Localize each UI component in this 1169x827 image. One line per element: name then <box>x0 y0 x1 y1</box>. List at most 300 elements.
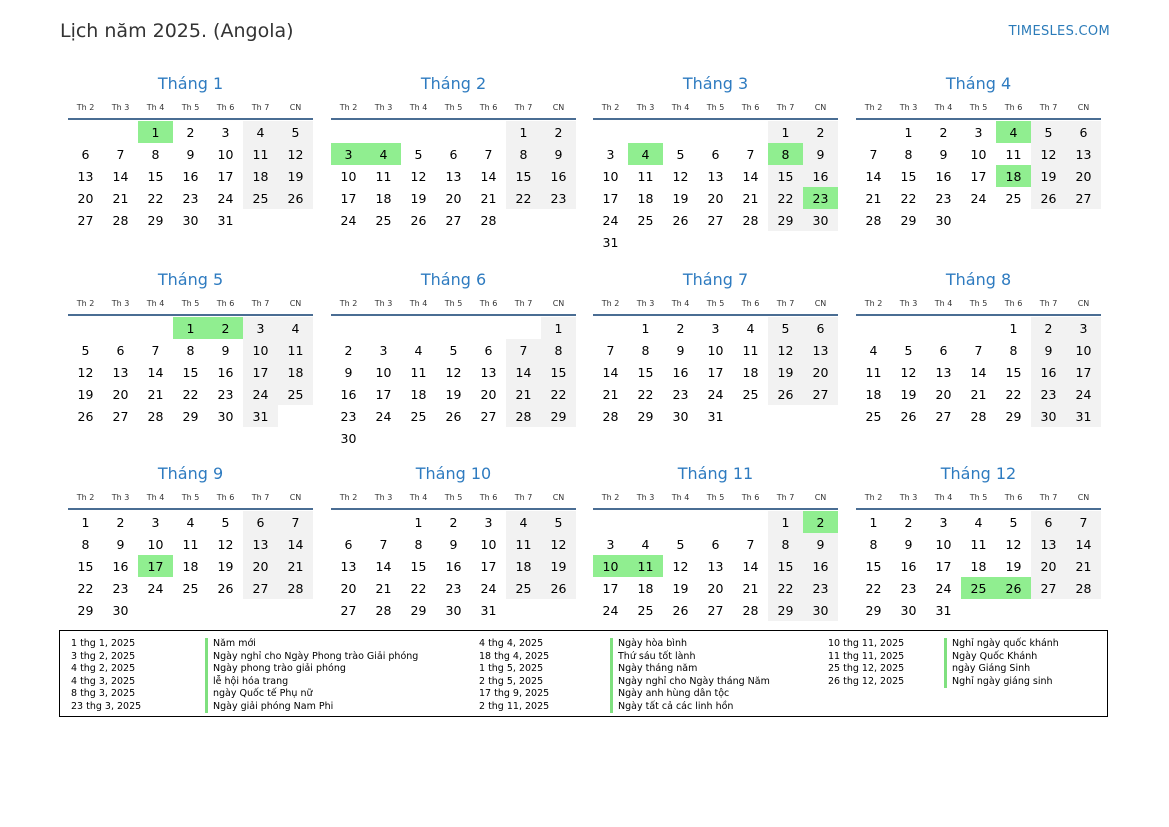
holiday-day: 4 <box>996 121 1031 143</box>
day-cell: 11 <box>182 536 199 552</box>
day-cell: 16 <box>445 558 462 574</box>
day-cell: 5 <box>768 317 803 339</box>
day-cell: 19 <box>541 555 576 577</box>
day-cell: 10 <box>1066 339 1101 361</box>
empty-cell <box>891 317 926 339</box>
month-block <box>593 464 838 621</box>
day-cell: 16 <box>340 386 357 402</box>
weekday-label: Th 5 <box>969 298 988 308</box>
day-cell: 25 <box>375 212 392 228</box>
day-cell: 18 <box>410 386 427 402</box>
day-cell: 23 <box>340 408 357 424</box>
day-cell: 28 <box>742 212 759 228</box>
day-cell: 11 <box>1005 146 1022 162</box>
day-cell: 27 <box>803 383 838 405</box>
day-cell: 8 <box>904 146 913 162</box>
weekday-label: Th 7 <box>251 102 270 112</box>
day-cell: 11 <box>742 342 759 358</box>
day-cell: 6 <box>449 146 458 162</box>
day-cell: 6 <box>1031 511 1066 533</box>
day-cell: 29 <box>77 602 94 618</box>
day-cell: 18 <box>742 364 759 380</box>
day-cell: 4 <box>506 511 541 533</box>
day-cell: 13 <box>1031 533 1066 555</box>
day-cell: 10 <box>480 536 497 552</box>
month-block <box>856 464 1101 621</box>
day-cell: 29 <box>1005 408 1022 424</box>
day-cell: 27 <box>1066 187 1101 209</box>
day-cell: 15 <box>900 168 917 184</box>
month-title: Tháng 7 <box>682 270 749 289</box>
weekday-label: Th 3 <box>636 102 655 112</box>
day-cell: 15 <box>1005 364 1022 380</box>
legend-date: 10 thg 11, 2025 <box>828 638 905 649</box>
day-cell: 26 <box>672 602 689 618</box>
day-cell: 17 <box>243 361 278 383</box>
month-title: Tháng 8 <box>945 270 1012 289</box>
empty-cell <box>68 317 103 339</box>
weekday-label: CN <box>814 102 827 112</box>
weekday-label: Th 3 <box>111 298 130 308</box>
day-cell: 29 <box>768 209 803 231</box>
day-cell: 25 <box>410 408 427 424</box>
weekday-label: Th 4 <box>409 102 428 112</box>
day-cell: 2 <box>344 342 353 358</box>
day-cell: 3 <box>379 342 388 358</box>
day-cell: 24 <box>480 580 497 596</box>
empty-cell <box>506 317 541 339</box>
day-cell: 4 <box>414 342 423 358</box>
day-cell: 25 <box>243 187 278 209</box>
day-cell: 9 <box>449 536 458 552</box>
legend-holiday-name: Ngày nghỉ cho Ngày Phong trào Giải phóng <box>205 651 418 664</box>
day-cell: 31 <box>243 405 278 427</box>
weekday-header <box>593 486 838 510</box>
weekday-label: Th 7 <box>776 102 795 112</box>
day-cell: 24 <box>1066 383 1101 405</box>
weekday-header <box>593 292 838 316</box>
day-cell: 12 <box>278 143 313 165</box>
day-grid <box>856 317 1101 427</box>
weekday-label: Th 4 <box>934 298 953 308</box>
day-cell: 3 <box>151 514 160 530</box>
day-cell: 1 <box>541 317 576 339</box>
day-cell: 8 <box>541 339 576 361</box>
day-cell: 26 <box>768 383 803 405</box>
day-cell: 20 <box>707 580 724 596</box>
day-cell: 22 <box>637 386 654 402</box>
day-cell: 16 <box>541 165 576 187</box>
day-cell: 4 <box>243 121 278 143</box>
day-cell: 28 <box>506 405 541 427</box>
day-cell: 24 <box>970 190 987 206</box>
day-grid <box>856 511 1101 621</box>
day-cell: 21 <box>112 190 129 206</box>
month-title: Tháng 4 <box>945 74 1012 93</box>
day-cell: 17 <box>970 168 987 184</box>
day-cell: 11 <box>243 143 278 165</box>
empty-cell <box>471 317 506 339</box>
day-cell: 4 <box>869 342 878 358</box>
weekday-header <box>68 486 313 510</box>
legend-date: 11 thg 11, 2025 <box>828 650 905 662</box>
day-grid <box>331 511 576 621</box>
day-cell: 3 <box>974 124 983 140</box>
day-cell: 2 <box>904 514 913 530</box>
day-cell: 20 <box>803 361 838 383</box>
empty-cell <box>366 511 401 533</box>
month-block <box>68 270 313 427</box>
month-block <box>593 74 838 253</box>
day-cell: 20 <box>340 580 357 596</box>
day-cell: 20 <box>480 386 497 402</box>
month-title: Tháng 1 <box>157 74 224 93</box>
weekday-label: Th 6 <box>1004 298 1023 308</box>
weekday-label: Th 4 <box>409 492 428 502</box>
day-cell: 6 <box>484 342 493 358</box>
day-cell: 30 <box>340 430 357 446</box>
day-cell: 20 <box>935 386 952 402</box>
day-grid <box>856 121 1101 231</box>
weekday-label: Th 2 <box>601 102 620 112</box>
day-cell: 1 <box>768 121 803 143</box>
day-cell: 1 <box>768 511 803 533</box>
empty-cell <box>401 121 436 143</box>
weekday-label: Th 2 <box>339 298 358 308</box>
day-cell: 28 <box>1066 577 1101 599</box>
day-cell: 3 <box>484 514 493 530</box>
legend-date: 1 thg 5, 2025 <box>479 663 544 674</box>
day-cell: 9 <box>904 536 913 552</box>
weekday-label: Th 6 <box>479 298 498 308</box>
day-cell: 9 <box>344 364 353 380</box>
day-cell: 17 <box>602 190 619 206</box>
day-cell: 30 <box>900 602 917 618</box>
day-cell: 27 <box>243 577 278 599</box>
day-cell: 29 <box>541 405 576 427</box>
empty-cell <box>103 121 138 143</box>
holiday-day: 11 <box>628 555 663 577</box>
day-cell: 20 <box>707 190 724 206</box>
day-cell: 16 <box>803 555 838 577</box>
day-cell: 17 <box>375 386 392 402</box>
day-cell: 13 <box>445 168 462 184</box>
weekday-label: Th 7 <box>776 492 795 502</box>
weekday-label: Th 5 <box>444 492 463 502</box>
day-grid <box>593 121 838 253</box>
empty-cell <box>471 121 506 143</box>
day-cell: 30 <box>182 212 199 228</box>
day-cell: 5 <box>904 342 913 358</box>
day-cell: 7 <box>506 339 541 361</box>
empty-cell <box>698 121 733 143</box>
day-cell: 28 <box>865 212 882 228</box>
holiday-day: 4 <box>366 143 401 165</box>
day-cell: 18 <box>182 558 199 574</box>
month-title: Tháng 9 <box>157 464 224 483</box>
legend-date: 26 thg 12, 2025 <box>828 675 905 687</box>
day-cell: 20 <box>77 190 94 206</box>
day-cell: 17 <box>935 558 952 574</box>
day-cell: 21 <box>278 555 313 577</box>
day-cell: 12 <box>77 364 94 380</box>
day-cell: 9 <box>221 342 230 358</box>
day-cell: 22 <box>182 386 199 402</box>
day-cell: 8 <box>414 536 423 552</box>
day-cell: 11 <box>375 168 392 184</box>
day-cell: 7 <box>606 342 615 358</box>
empty-cell <box>593 511 628 533</box>
weekday-label: CN <box>552 298 565 308</box>
day-cell: 13 <box>77 168 94 184</box>
day-cell: 31 <box>480 602 497 618</box>
day-cell: 18 <box>375 190 392 206</box>
legend-holiday-name: lễ hội hóa trang <box>205 676 288 689</box>
day-cell: 8 <box>186 342 195 358</box>
day-cell: 27 <box>707 212 724 228</box>
empty-cell <box>68 121 103 143</box>
day-cell: 7 <box>869 146 878 162</box>
day-grid <box>68 121 313 231</box>
day-cell: 15 <box>865 558 882 574</box>
weekday-label: Th 2 <box>864 102 883 112</box>
weekday-label: CN <box>552 102 565 112</box>
day-cell: 8 <box>81 536 90 552</box>
day-cell: 5 <box>1031 121 1066 143</box>
day-cell: 24 <box>147 580 164 596</box>
day-cell: 22 <box>1005 386 1022 402</box>
day-cell: 23 <box>445 580 462 596</box>
weekday-label: Th 2 <box>601 298 620 308</box>
day-cell: 22 <box>768 187 803 209</box>
weekday-label: CN <box>289 102 302 112</box>
day-cell: 16 <box>217 364 234 380</box>
legend-holiday-name: Ngày tháng năm <box>610 663 697 676</box>
day-cell: 3 <box>711 320 720 336</box>
day-cell: 29 <box>410 602 427 618</box>
day-cell: 15 <box>637 364 654 380</box>
day-cell: 26 <box>445 408 462 424</box>
day-cell: 27 <box>1031 577 1066 599</box>
day-cell: 14 <box>742 168 759 184</box>
day-cell: 12 <box>1005 536 1022 552</box>
holiday-legend <box>59 630 1108 717</box>
day-cell: 19 <box>1005 558 1022 574</box>
legend-date: 4 thg 3, 2025 <box>71 675 136 687</box>
holiday-day: 2 <box>208 317 243 339</box>
day-cell: 18 <box>637 580 654 596</box>
weekday-label: CN <box>1077 102 1090 112</box>
empty-cell <box>856 121 891 143</box>
day-cell: 7 <box>116 146 125 162</box>
legend-holiday-name: Năm mới <box>205 638 256 651</box>
day-cell: 14 <box>865 168 882 184</box>
day-cell: 29 <box>900 212 917 228</box>
day-cell: 23 <box>900 580 917 596</box>
day-cell: 23 <box>217 386 234 402</box>
day-cell: 12 <box>445 364 462 380</box>
day-cell: 6 <box>939 342 948 358</box>
holiday-day: 25 <box>961 577 996 599</box>
day-cell: 26 <box>541 577 576 599</box>
day-cell: 25 <box>742 386 759 402</box>
day-cell: 4 <box>186 514 195 530</box>
day-cell: 11 <box>865 364 882 380</box>
empty-cell <box>926 317 961 339</box>
day-cell: 30 <box>445 602 462 618</box>
legend-date: 1 thg 1, 2025 <box>71 638 136 649</box>
empty-cell <box>663 511 698 533</box>
day-cell: 17 <box>602 580 619 596</box>
holiday-day: 18 <box>996 165 1031 187</box>
day-cell: 25 <box>637 602 654 618</box>
day-cell: 22 <box>77 580 94 596</box>
day-cell: 10 <box>243 339 278 361</box>
day-cell: 19 <box>672 580 689 596</box>
day-cell: 21 <box>147 386 164 402</box>
day-cell: 2 <box>939 124 948 140</box>
legend-date: 4 thg 2, 2025 <box>71 663 136 674</box>
empty-cell <box>436 121 471 143</box>
day-cell: 2 <box>541 121 576 143</box>
empty-cell <box>856 317 891 339</box>
day-cell: 17 <box>1066 361 1101 383</box>
day-cell: 31 <box>935 602 952 618</box>
day-cell: 29 <box>637 408 654 424</box>
day-cell: 5 <box>1009 514 1018 530</box>
day-cell: 1 <box>414 514 423 530</box>
day-cell: 16 <box>182 168 199 184</box>
day-cell: 23 <box>182 190 199 206</box>
weekday-label: CN <box>1077 298 1090 308</box>
day-cell: 23 <box>935 190 952 206</box>
day-cell: 14 <box>278 533 313 555</box>
day-cell: 30 <box>672 408 689 424</box>
legend-holiday-name: Ngày nghỉ cho Ngày tháng Năm <box>610 676 770 689</box>
weekday-label: Th 6 <box>741 492 760 502</box>
day-cell: 14 <box>602 364 619 380</box>
day-cell: 22 <box>541 383 576 405</box>
legend-holiday-name: Nghỉ ngày giáng sinh <box>944 676 1053 689</box>
day-cell: 21 <box>375 580 392 596</box>
weekday-label: Th 3 <box>374 298 393 308</box>
weekday-label: CN <box>289 492 302 502</box>
weekday-header <box>856 292 1101 316</box>
day-cell: 14 <box>1066 533 1101 555</box>
holiday-day: 17 <box>138 555 173 577</box>
legend-date: 18 thg 4, 2025 <box>479 650 550 662</box>
weekday-header <box>68 96 313 120</box>
weekday-label: CN <box>814 298 827 308</box>
legend-date: 4 thg 4, 2025 <box>479 638 544 649</box>
weekday-label: Th 4 <box>934 492 953 502</box>
day-cell: 16 <box>900 558 917 574</box>
day-cell: 15 <box>541 361 576 383</box>
day-cell: 12 <box>768 339 803 361</box>
day-cell: 18 <box>278 361 313 383</box>
day-cell: 12 <box>217 536 234 552</box>
day-cell: 12 <box>410 168 427 184</box>
day-cell: 15 <box>506 165 541 187</box>
day-cell: 3 <box>1066 317 1101 339</box>
weekday-label: Th 5 <box>706 492 725 502</box>
day-cell: 4 <box>746 320 755 336</box>
day-cell: 2 <box>116 514 125 530</box>
weekday-label: CN <box>814 492 827 502</box>
month-block <box>331 270 576 449</box>
day-cell: 16 <box>935 168 952 184</box>
day-cell: 7 <box>379 536 388 552</box>
holiday-day: 2 <box>803 511 838 533</box>
day-cell: 16 <box>1031 361 1066 383</box>
weekday-header <box>856 96 1101 120</box>
empty-cell <box>733 121 768 143</box>
day-cell: 8 <box>151 146 160 162</box>
day-cell: 21 <box>970 386 987 402</box>
day-cell: 22 <box>410 580 427 596</box>
day-cell: 6 <box>711 536 720 552</box>
weekday-label: Th 3 <box>636 298 655 308</box>
empty-cell <box>733 511 768 533</box>
weekday-label: Th 7 <box>514 492 533 502</box>
empty-cell <box>593 121 628 143</box>
day-cell: 22 <box>147 190 164 206</box>
legend-date: 8 thg 3, 2025 <box>71 688 136 699</box>
day-cell: 2 <box>676 320 685 336</box>
weekday-header <box>593 96 838 120</box>
weekday-label: Th 2 <box>864 298 883 308</box>
weekday-label: Th 5 <box>706 298 725 308</box>
day-cell: 19 <box>278 165 313 187</box>
day-cell: 13 <box>935 364 952 380</box>
day-cell: 21 <box>480 190 497 206</box>
day-cell: 6 <box>1066 121 1101 143</box>
holiday-day: 26 <box>996 577 1031 599</box>
empty-cell <box>436 317 471 339</box>
day-cell: 7 <box>746 146 755 162</box>
day-cell: 22 <box>768 577 803 599</box>
empty-cell <box>961 317 996 339</box>
day-cell: 10 <box>147 536 164 552</box>
weekday-header <box>331 96 576 120</box>
day-cell: 12 <box>1031 143 1066 165</box>
month-block <box>856 270 1101 427</box>
day-grid <box>331 317 576 449</box>
day-cell: 24 <box>243 383 278 405</box>
day-cell: 9 <box>939 146 948 162</box>
month-title: Tháng 11 <box>677 464 754 483</box>
day-cell: 21 <box>742 580 759 596</box>
day-cell: 29 <box>768 599 803 621</box>
day-cell: 13 <box>243 533 278 555</box>
weekday-label: Th 7 <box>1039 492 1058 502</box>
weekday-label: Th 4 <box>146 102 165 112</box>
day-cell: 1 <box>1009 320 1018 336</box>
weekday-label: Th 5 <box>444 298 463 308</box>
weekday-label: Th 7 <box>251 492 270 502</box>
empty-cell <box>331 121 366 143</box>
day-cell: 12 <box>672 558 689 574</box>
day-cell: 15 <box>410 558 427 574</box>
day-cell: 22 <box>865 580 882 596</box>
weekday-label: Th 4 <box>671 102 690 112</box>
holiday-day: 1 <box>173 317 208 339</box>
day-cell: 11 <box>410 364 427 380</box>
weekday-label: Th 2 <box>339 492 358 502</box>
legend-date: 17 thg 9, 2025 <box>479 688 550 699</box>
weekday-label: Th 3 <box>636 492 655 502</box>
brand-link[interactable]: TIMESLES.COM <box>1008 24 1110 39</box>
